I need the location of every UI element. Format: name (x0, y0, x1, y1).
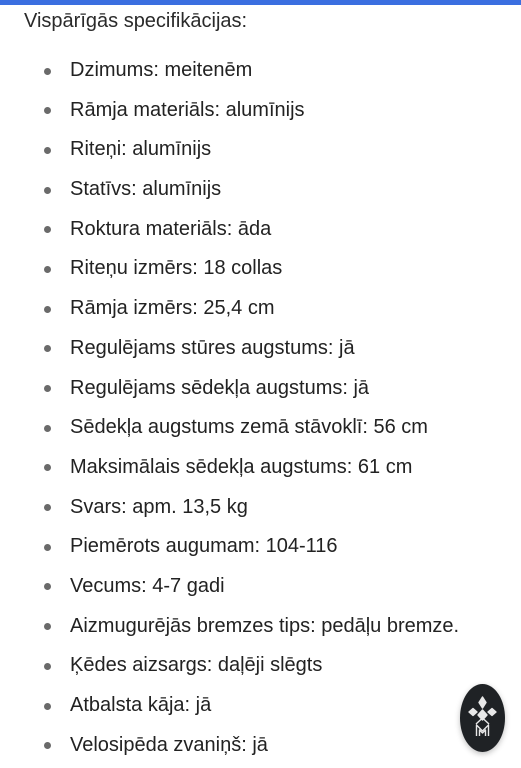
spec-item (0, 448, 459, 488)
spec-item (0, 726, 459, 766)
spec-item (0, 210, 459, 250)
spec-text: Riteņi: alumīnijs (70, 138, 212, 161)
spec-item (0, 408, 459, 448)
bullet-icon (44, 385, 51, 392)
bullet-icon (44, 306, 51, 313)
spec-item (0, 488, 459, 528)
bullet-icon (44, 425, 51, 432)
spec-item (0, 170, 459, 210)
floating-action-button[interactable] (460, 684, 505, 752)
bullet-icon (44, 583, 51, 590)
spec-text: Velosipēda zvaniņš: jā (70, 733, 268, 756)
bullet-icon (44, 504, 51, 511)
spec-item (0, 567, 459, 607)
bullet-icon (44, 544, 51, 551)
spec-text: Piemērots augumam: 104-116 (70, 535, 338, 558)
bullet-icon (44, 107, 51, 114)
spec-item (0, 289, 459, 329)
bullet-icon (44, 147, 51, 154)
spec-item (0, 686, 459, 726)
spec-item (0, 527, 459, 567)
spec-text: Svars: apm. 13,5 kg (70, 495, 248, 518)
spec-text: Atbalsta kāja: jā (70, 694, 212, 716)
spec-text: Dzimums: meitenēm (70, 59, 253, 81)
spec-item (0, 130, 459, 170)
spec-list (0, 51, 459, 765)
bullet-icon (44, 266, 51, 273)
bullet-icon (44, 663, 51, 670)
bullet-icon (44, 623, 51, 630)
spec-text: Sēdekļa augstums zemā stāvoklī: 56 cm (70, 416, 428, 439)
section-heading: Vispārīgās specifikācijas: (24, 10, 248, 32)
spec-text: Regulējams stūres augstums: jā (70, 336, 355, 359)
spec-text: Regulējams sēdekļa augstums: jā (70, 376, 370, 399)
bullet-icon (44, 703, 51, 710)
top-accent-bar (0, 0, 521, 5)
spec-text: Ķēdes aizsargs: daļēji slēgts (70, 654, 323, 677)
spec-text: Rāmja izmērs: 25,4 cm (70, 297, 275, 320)
bullet-icon (44, 187, 51, 194)
spec-text: Aizmugurējās bremzes tips: pedāļu bremze. (70, 614, 460, 637)
bullet-icon (44, 226, 51, 233)
spec-item (0, 91, 459, 131)
spec-text: Vecums: 4-7 gadi (70, 574, 225, 597)
spec-item (0, 607, 459, 647)
brand-emblem-icon (460, 684, 505, 752)
spec-text: Statīvs: alumīnijs (70, 178, 222, 201)
spec-item (0, 51, 459, 91)
spec-item (0, 329, 459, 369)
spec-text: Rāmja materiāls: alumīnijs (70, 98, 305, 121)
spec-item (0, 646, 459, 686)
spec-item (0, 369, 459, 409)
spec-text: Riteņu izmērs: 18 collas (70, 257, 283, 280)
bullet-icon (44, 742, 51, 749)
spec-item (0, 249, 459, 289)
spec-text: Maksimālais sēdekļa augstums: 61 cm (70, 455, 413, 478)
bullet-icon (44, 464, 51, 471)
bullet-icon (44, 345, 51, 352)
bullet-icon (44, 68, 51, 75)
spec-text: Roktura materiāls: āda (70, 217, 272, 240)
